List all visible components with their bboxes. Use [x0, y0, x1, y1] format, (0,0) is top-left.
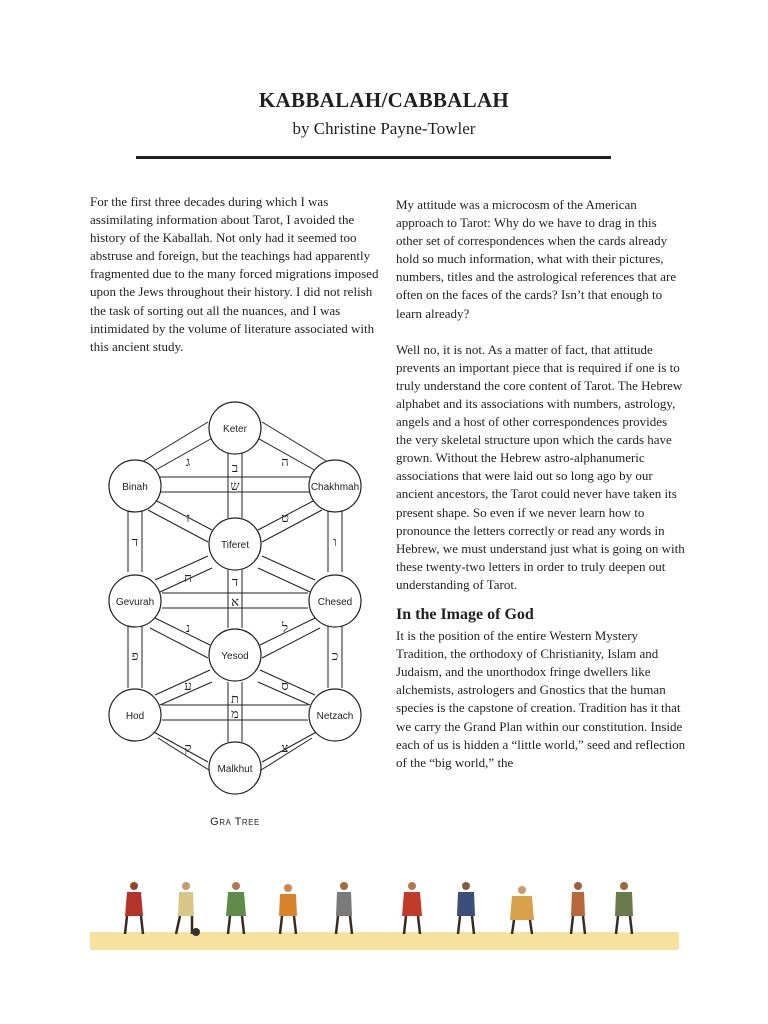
- figure-illustrations: [125, 882, 633, 936]
- hebrew-letter: ד: [131, 535, 139, 550]
- attitude-paragraph: My attitude was a microcosm of the American approach to Tarot: Why do we have to drag in this other set of correspondences when the cards already hold so much information, what with their pictures, numbers, titles and the astrological references that are often on the faces of the cards? Isn’t that enough to learn already?: [396, 197, 677, 321]
- hebrew-letter: ק: [184, 741, 192, 756]
- label-netzach: Netzach: [316, 711, 354, 722]
- label-tiferet: Tiferet: [221, 540, 249, 551]
- section-heading: In the Image of God: [396, 605, 534, 623]
- hebrew-letter: ע: [184, 679, 192, 694]
- hebrew-letter: פ: [131, 649, 139, 664]
- figure-icon: [176, 882, 200, 936]
- figure-icon: [615, 882, 633, 934]
- hebrew-letter: ג: [185, 455, 191, 470]
- page-title: KABBALAH/CABBALAH: [258, 88, 510, 112]
- figure-icon: [125, 882, 143, 934]
- hebrew-letter: נ: [185, 621, 191, 636]
- tree-of-life-diagram: [100, 400, 370, 810]
- label-gevurah: Gevurah: [115, 597, 155, 608]
- figure-icon: [457, 882, 475, 934]
- label-chesed: Chesed: [317, 597, 353, 608]
- title-rule: [136, 156, 611, 159]
- hebrew-letter: ס: [281, 679, 289, 694]
- hebrew-letter: ב: [231, 461, 239, 476]
- figure-icon: [279, 884, 297, 934]
- hebrew-letter: ט: [281, 511, 289, 526]
- intro-paragraph: For the first three decades during which I was assimilating information about Tarot, I avoided the history of the Kaballah. Not only had it seemed too abstruse and foreign, but the teachings had apparently fragmented due to the many forced migrations imposed upon the Jews throughout their history. I did not relish the task of sorting out all the nuances, and I was intimidated by the volume of literature associated with this ancient study.: [90, 194, 379, 354]
- label-malkhut: Malkhut: [217, 764, 253, 775]
- banner-band: [90, 932, 679, 950]
- hebrew-letter: ה: [281, 455, 289, 470]
- hebrew-alphabet-paragraph: Well no, it is not. As a matter of fact, that attitude prevents an important piece that is required if one is to truly understand the core content of Tarot. The Hebrew alphabet and its associations with numbers, astrology, angels and a host of other correspondences provides the very skeletal structure upon which the cards have grown. Without the Hebrew astro-alphanumeric associations that were laid out so long ago by our ancient ancestors, the Tarot could never have taken its present shape. So even if we never learn how to pronounce the letters correctly or read any words in Hebrew, we must understand just what is going on with these twenty-two letters in order to truly deepen out understanding of Tarot.: [396, 341, 685, 592]
- hebrew-letter: ש: [230, 479, 240, 494]
- figure-icon: [571, 882, 585, 934]
- left-column: [90, 193, 380, 356]
- right-column: [396, 196, 686, 772]
- hebrew-letter: כ: [331, 649, 339, 664]
- figure-icon: [336, 882, 352, 934]
- label-yesod: Yesod: [221, 651, 249, 662]
- label-keter: Keter: [223, 424, 247, 435]
- hebrew-letter: ל: [281, 621, 289, 636]
- label-binah: Binah: [122, 482, 148, 493]
- hebrew-letter: מ: [231, 707, 239, 722]
- hebrew-letter: א: [231, 595, 239, 610]
- hebrew-letter: ת: [231, 692, 239, 707]
- label-chakhmah: Chakhmah: [310, 482, 360, 493]
- hebrew-letter: ז: [186, 511, 190, 526]
- figure-icon: [510, 886, 534, 934]
- diagram-caption: Gra Tree: [210, 816, 260, 828]
- hebrew-letter: ח: [184, 571, 192, 586]
- label-hod: Hod: [125, 711, 145, 722]
- hebrew-letter: ו: [333, 535, 337, 550]
- hebrew-letter: ד: [231, 575, 239, 590]
- tarot-figures-banner: [90, 876, 679, 950]
- figure-icon: [226, 882, 246, 934]
- author-byline: by Christine Payne-Towler: [292, 119, 476, 138]
- hebrew-letter: צ: [281, 741, 289, 756]
- image-of-god-paragraph: It is the position of the entire Western Mystery Tradition, the orthodoxy of Christianity, Islam and Judaism, and the unorthodox fringe dwellers like alchemists, astrologers and Gnostics that the human species is the capstone of creation. Tradition has it that we carry the Grand Plan within our constitution. Inside each of us is hidden a “little world,” seed and reflection of the “big world,” the: [396, 628, 686, 770]
- figure-icon: [402, 882, 422, 934]
